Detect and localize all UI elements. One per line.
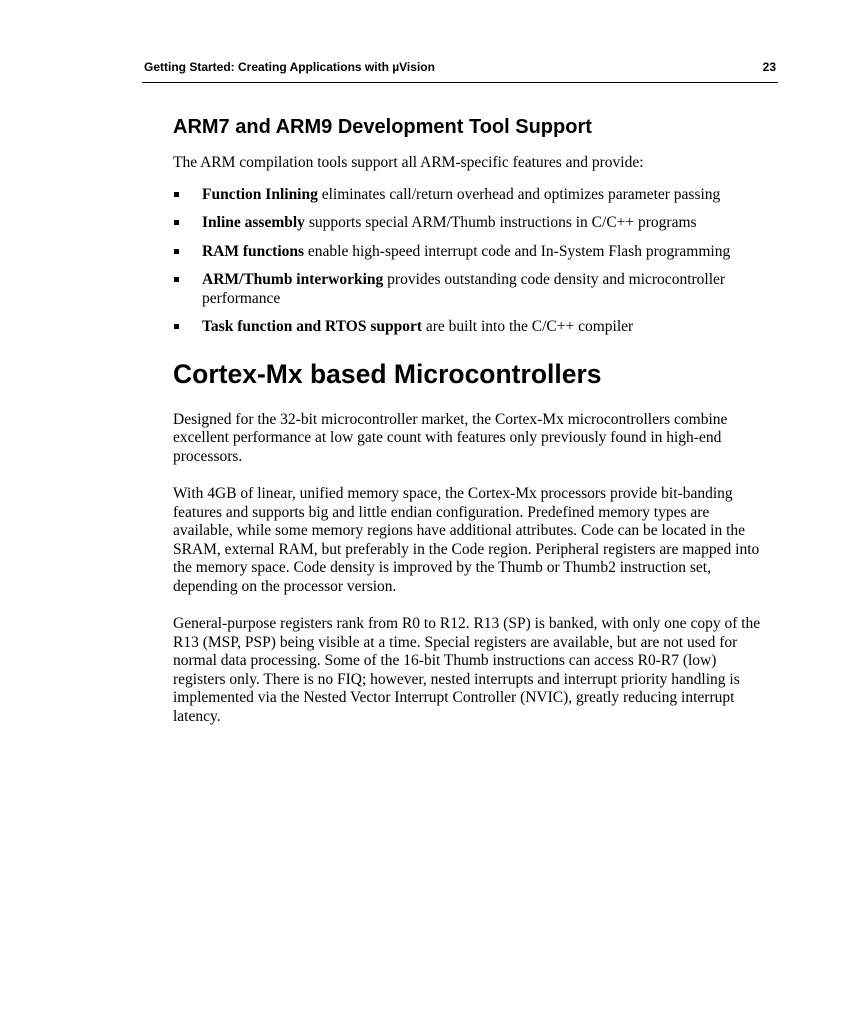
body-paragraph: General-purpose registers rank from R0 to R12. R13 (SP) is banked, with only one copy of the R13 (MSP, PSP) being visible at a time. Special registers are available, but are not used for normal data processing. Some of the 16-bit Thumb instructions can access R0-R7 (low) registers only. There is no FIQ; however, nested interrupts and interrupt priority handling is implemented via the Nested Vector Interrupt Controller (NVIC), greatly reducing interrupt latency. [173, 615, 761, 725]
square-bullet-icon [174, 192, 179, 197]
square-bullet-icon [174, 249, 179, 254]
square-bullet-icon [174, 324, 179, 329]
feature-description: eliminates call/return overhead and optimizes parameter passing [317, 185, 721, 203]
running-header [142, 58, 778, 83]
running-header-title: Getting Started: Creating Applications with µVision [144, 60, 435, 74]
feature-description: provides outstanding code density and microcontroller performance [202, 271, 726, 307]
list-item [173, 214, 763, 233]
feature-description: enable high-speed interrupt code and In-System Flash programming [304, 242, 731, 260]
feature-term: RAM functions [202, 242, 305, 260]
section-heading-cortex-mx: Cortex-Mx based Microcontrollers [173, 358, 602, 389]
feature-term: ARM/Thumb interworking [202, 271, 384, 288]
feature-term: Inline assembly [202, 214, 305, 231]
square-bullet-icon [174, 220, 179, 225]
list-item [173, 186, 763, 205]
body-paragraph: Designed for the 32-bit microcontroller market, the Cortex-Mx microcontrollers combine excellent performance at low gate count with features only previously found in high-end processors. [173, 410, 728, 465]
page-content [173, 114, 763, 745]
section-heading-arm7-arm9: ARM7 and ARM9 Development Tool Support [173, 116, 592, 138]
square-bullet-icon [174, 277, 179, 282]
list-item [173, 243, 763, 262]
body-paragraph: With 4GB of linear, unified memory space, the Cortex-Mx processors provide bit-banding features and supports big and little endian configuration. Predefined memory types are available, while some memory regions have additional attributes. Code can be located in the SRAM, external RAM, but preferably in the Code region. Peripheral registers are mapped into the memory space. Code density is improved by the Thumb or Thumb2 instruction set, depending on the processor version. [173, 485, 760, 595]
feature-description: are built into the C/C++ compiler [422, 318, 634, 335]
feature-list [173, 186, 763, 337]
page-number: 23 [762, 60, 776, 74]
section-intro: The ARM compilation tools support all ARM-specific features and provide: [173, 154, 644, 171]
list-item [173, 318, 763, 337]
feature-term: Function Inlining [202, 185, 318, 203]
feature-description: supports special ARM/Thumb instructions in C/C++ programs [304, 214, 697, 231]
feature-term: Task function and RTOS support [202, 318, 422, 335]
list-item [173, 271, 763, 308]
